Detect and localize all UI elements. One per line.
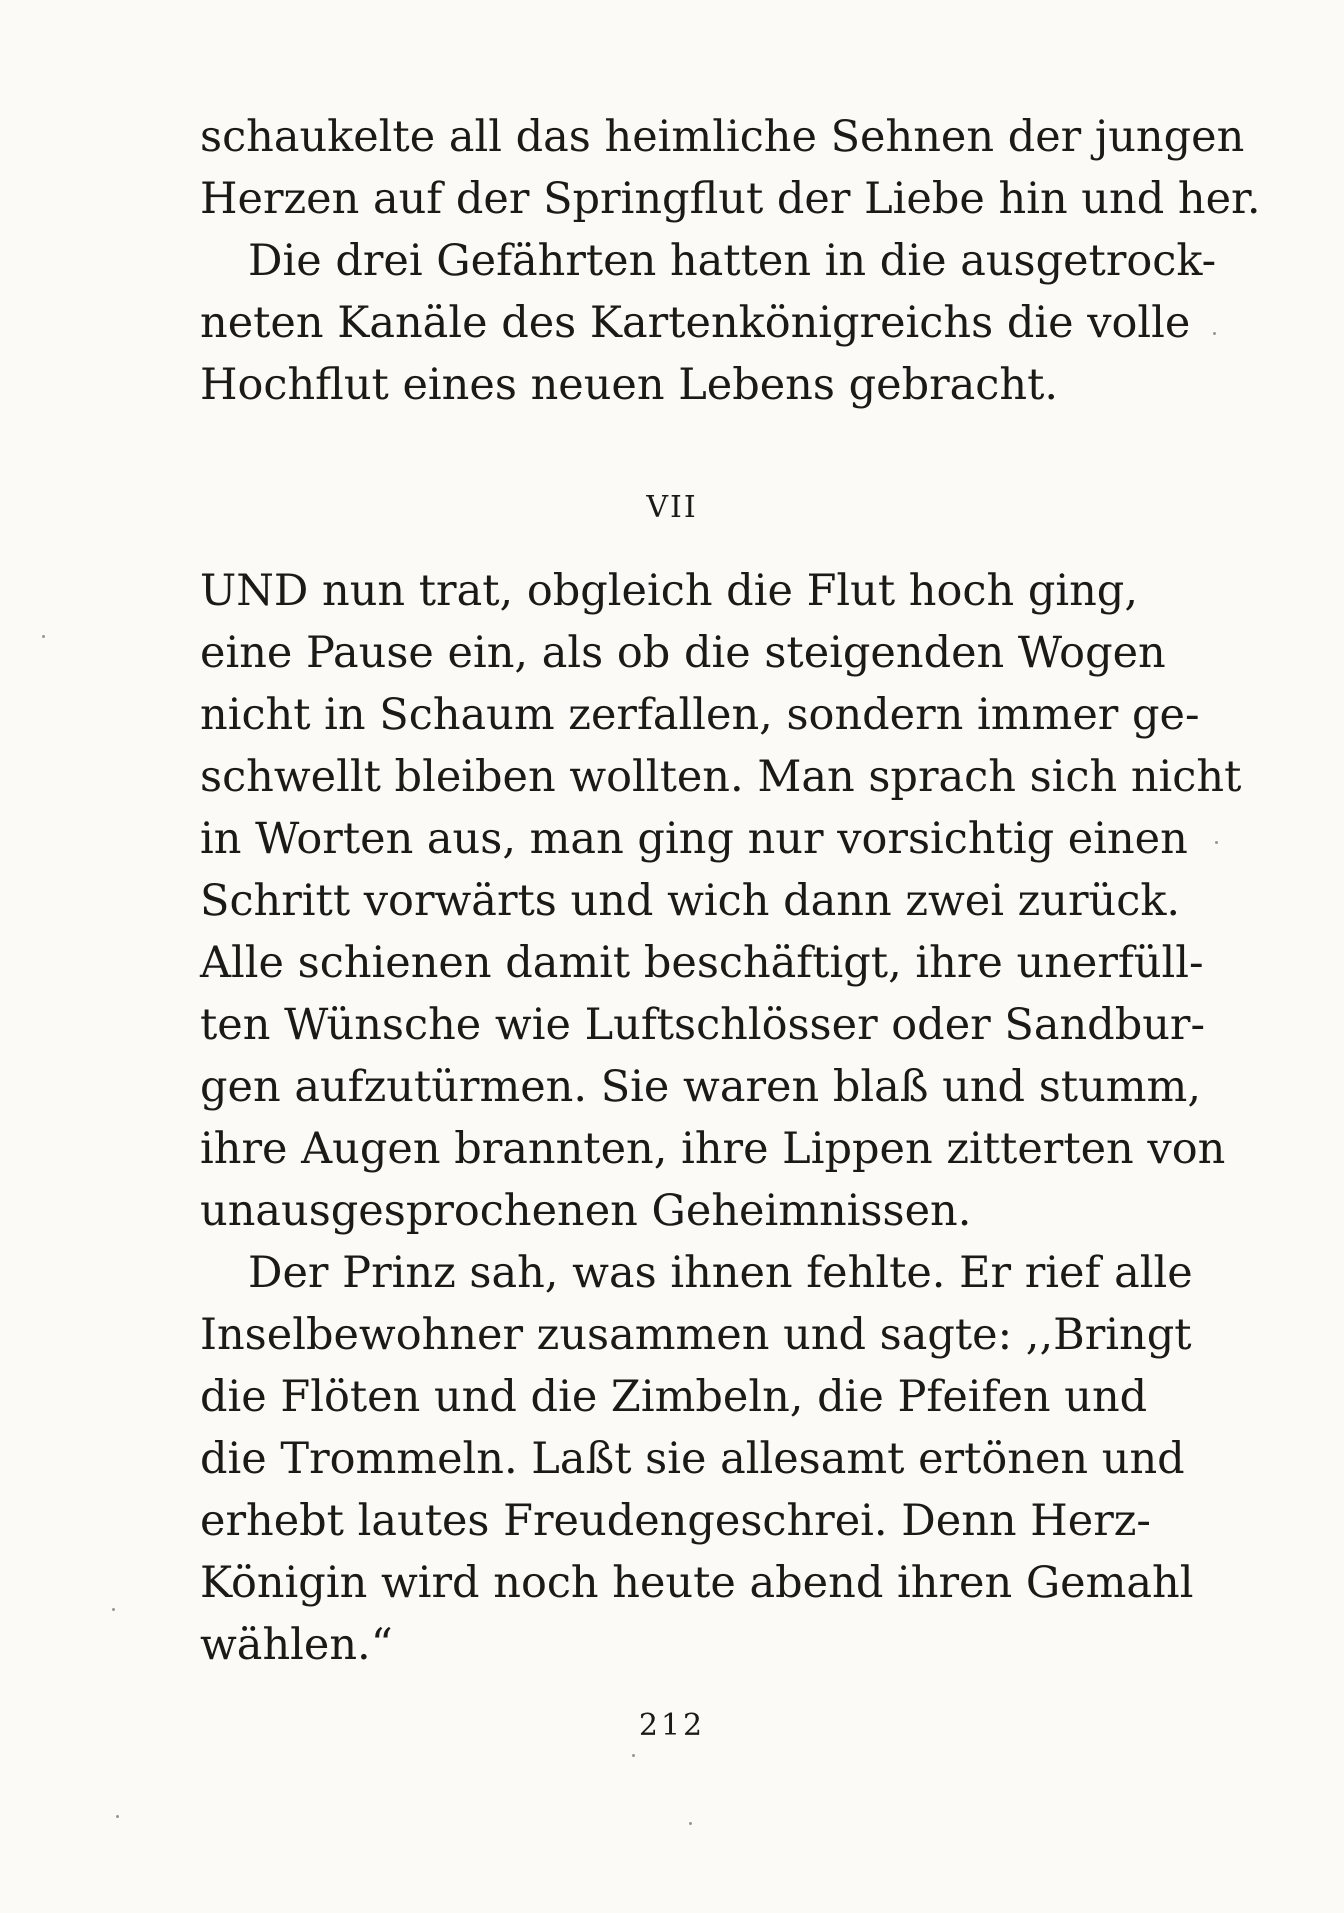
- text-line: ten Wünsche wie Luftschlösser oder Sandbur-: [200, 1000, 1205, 1050]
- text-line: Alle schienen damit beschäftigt, ihre unerfüll-: [200, 938, 1204, 988]
- text-line: eine Pause ein, als ob die steigenden Wogen: [200, 628, 1166, 678]
- text-line: Königin wird noch heute abend ihren Gemahl: [200, 1558, 1194, 1608]
- text-line: Herzen auf der Springflut der Liebe hin und her.: [200, 174, 1261, 224]
- text-line: gen aufzutürmen. Sie waren blaß und stumm,: [200, 1062, 1201, 1112]
- page-number: 212: [638, 1708, 706, 1743]
- text-line: schwellt bleiben wollten. Man sprach sich nicht: [200, 752, 1242, 802]
- text-line: Die drei Gefährten hatten in die ausgetrock-: [248, 236, 1217, 286]
- text-line: Der Prinz sah, was ihnen fehlte. Er rief alle: [248, 1248, 1193, 1298]
- text-line: Inselbewohner zusammen und sagte: ,,Bringt: [200, 1310, 1192, 1360]
- paper-speck: [632, 1754, 635, 1757]
- text-line: wählen.“: [200, 1620, 393, 1670]
- text-line: nicht in Schaum zerfallen, sondern immer ge-: [200, 690, 1200, 740]
- text-line: unausgesprochenen Geheimnissen.: [200, 1186, 972, 1236]
- text-line: in Worten aus, man ging nur vorsichtig einen: [200, 814, 1188, 864]
- chapter-heading: VII: [646, 490, 698, 525]
- paper-speck: [1215, 841, 1218, 844]
- text-line: schaukelte all das heimliche Sehnen der jungen: [200, 112, 1245, 162]
- text-line: erhebt lautes Freudengeschrei. Denn Herz-: [200, 1496, 1151, 1546]
- text-line: Schritt vorwärts und wich dann zwei zurück.: [200, 876, 1181, 926]
- paper-speck: [116, 1815, 119, 1818]
- paper-speck: [1213, 332, 1216, 335]
- text-line: die Trommeln. Laßt sie allesamt ertönen und: [200, 1434, 1185, 1484]
- text-line: UND nun trat, obgleich die Flut hoch ging,: [200, 566, 1139, 616]
- paper-speck: [689, 1822, 692, 1825]
- text-line: neten Kanäle des Kartenkönigreichs die volle: [200, 298, 1191, 348]
- paper-speck: [42, 635, 45, 638]
- text-line: die Flöten und die Zimbeln, die Pfeifen und: [200, 1372, 1148, 1422]
- text-line: ihre Augen brannten, ihre Lippen zitterten von: [200, 1124, 1226, 1174]
- paper-speck: [112, 1608, 115, 1611]
- text-line: Hochflut eines neuen Lebens gebracht.: [200, 360, 1059, 410]
